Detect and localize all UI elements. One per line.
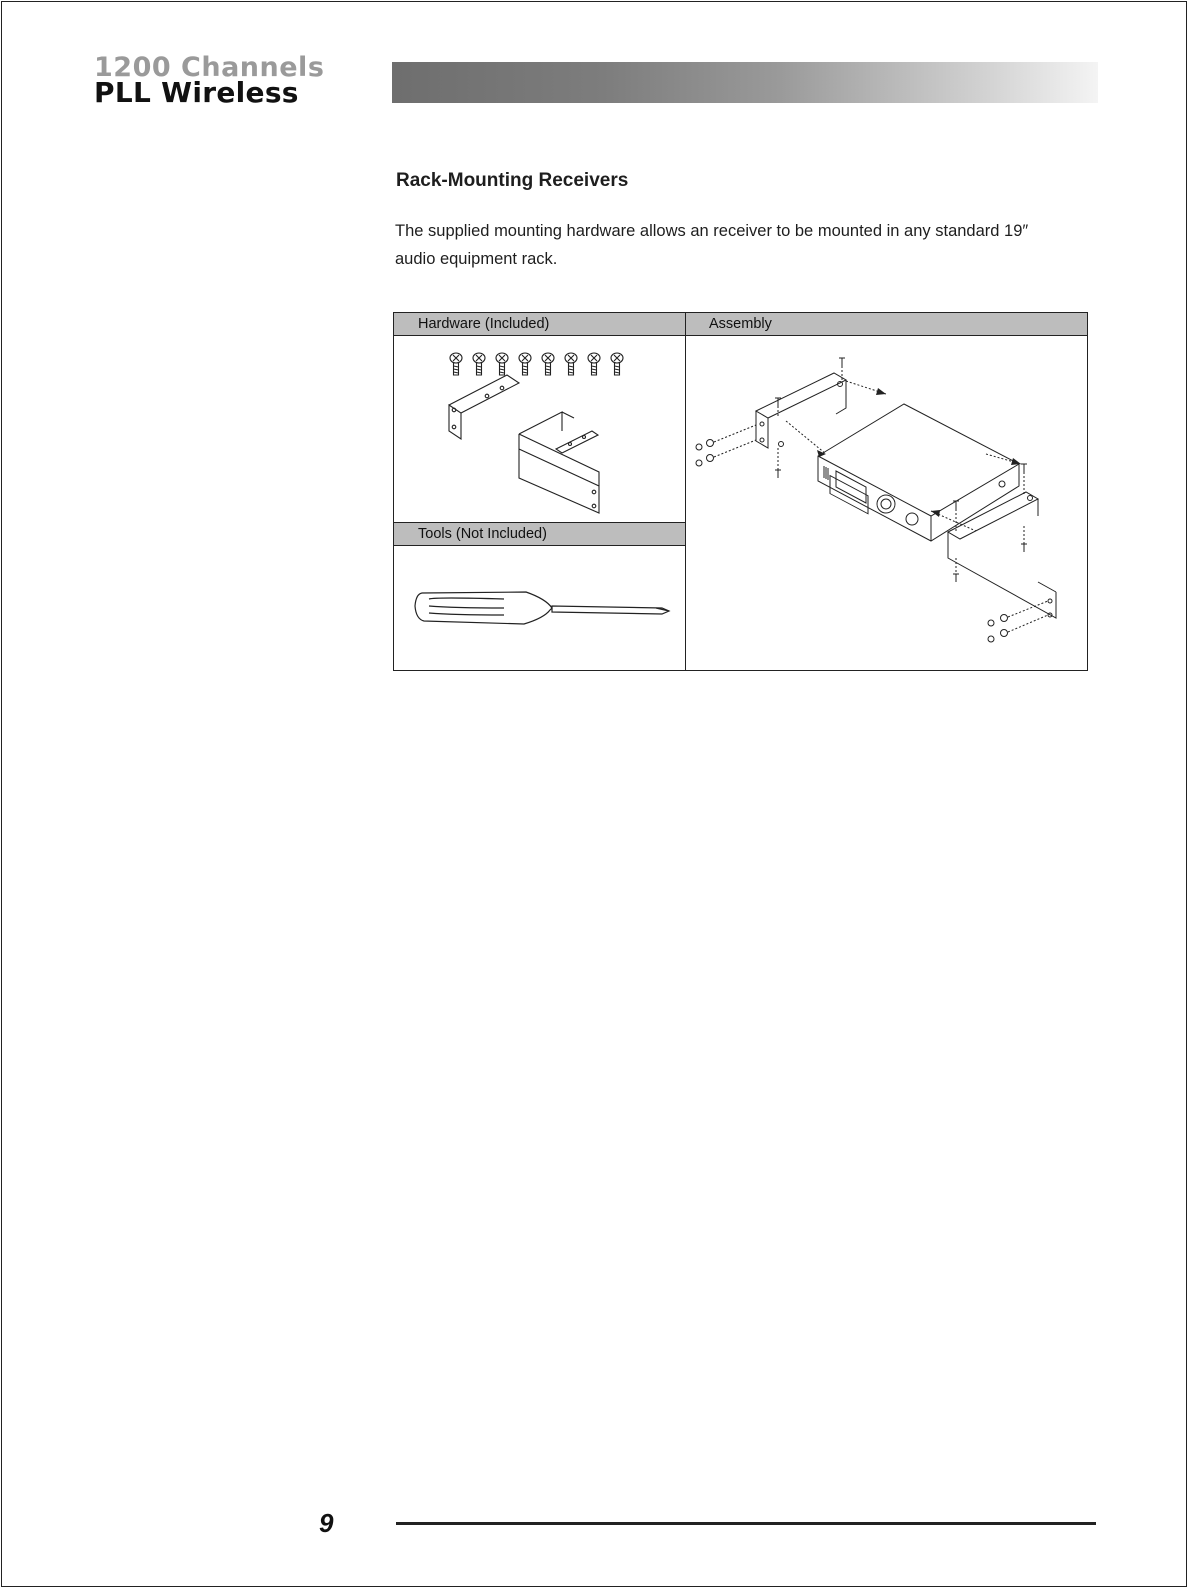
assembly-illustration — [686, 336, 1087, 670]
section-title: Rack-Mounting Receivers — [396, 170, 629, 191]
arrow-heads-icon — [817, 388, 1021, 517]
short-bracket-icon — [449, 375, 519, 439]
hardware-header-label: Hardware (Included) — [418, 316, 550, 332]
tools-illustration — [394, 546, 685, 670]
screw-parts-icon — [696, 358, 1027, 642]
tools-header — [394, 522, 685, 546]
header-gradient-bar — [392, 62, 1098, 103]
screwdriver-icon — [415, 592, 669, 624]
assembly-header — [686, 313, 1087, 336]
intro-line-2: audio equipment rack. — [395, 250, 558, 268]
intro-line-1: The supplied mounting hardware allows an receiver to be mounted in any standard 19″ — [395, 222, 1029, 240]
brand-logo — [94, 54, 324, 107]
receiver-unit-icon — [818, 404, 1019, 541]
hardware-illustration — [394, 336, 685, 522]
brand-line-channels: 1200 Channels — [94, 52, 325, 83]
intro-paragraph — [395, 217, 1085, 273]
assembly-header-label: Assembly — [709, 316, 772, 332]
right-bracket-icon — [948, 492, 1056, 618]
page-number: 9 — [319, 1508, 334, 1538]
brand-line-pll-wireless: PLL Wireless — [94, 76, 299, 109]
hardware-table — [393, 312, 1088, 671]
footer-rule — [396, 1522, 1096, 1525]
screws-icon — [450, 353, 623, 375]
tools-header-label: Tools (Not Included) — [418, 526, 547, 542]
left-bracket-icon — [756, 373, 846, 448]
hardware-header — [394, 313, 685, 336]
long-bracket-icon — [519, 412, 599, 513]
small-plate-icon — [556, 431, 598, 453]
